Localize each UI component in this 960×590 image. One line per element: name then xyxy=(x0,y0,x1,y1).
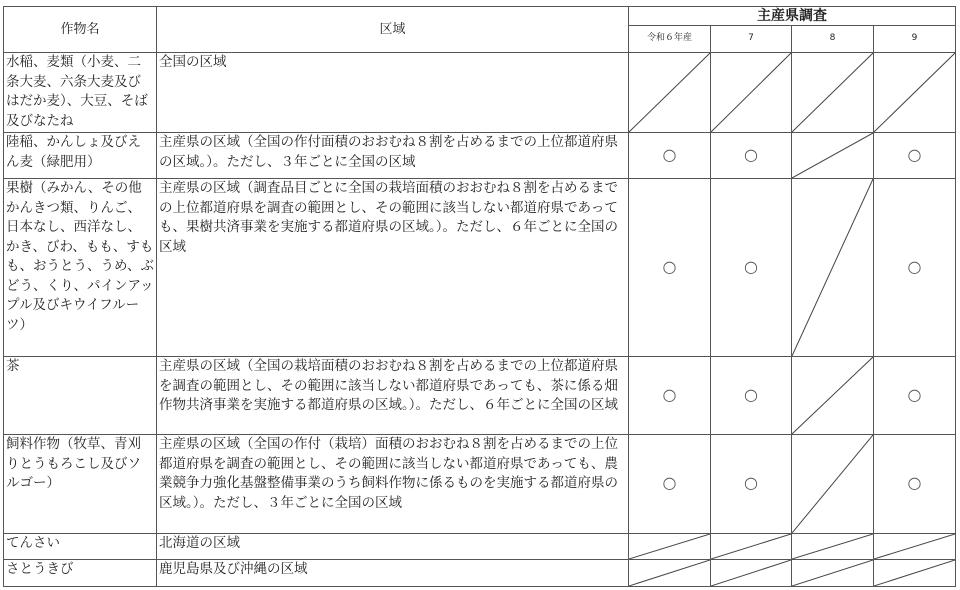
survey-circle-mark xyxy=(711,133,792,179)
diagonal-slash-icon xyxy=(629,53,710,132)
not-applicable-slash xyxy=(874,560,956,587)
crop-name: 飼料作物（牧草、青刈りとうもろこし及びソルゴー） xyxy=(4,435,157,534)
circle-icon: ○ xyxy=(744,384,758,404)
diagonal-slash-icon xyxy=(792,534,873,559)
not-applicable-slash xyxy=(792,534,874,560)
crop-name: 果樹（みかん、その他かんきつ類、りんご、日本なし、西洋なし、かき、びわ、もも、すもも、おうとう、うめ、ぶどう、くり、パインアップル及びキウイフルーツ） xyxy=(4,179,157,357)
diagonal-slash-icon xyxy=(792,560,873,586)
survey-circle-mark xyxy=(874,435,956,534)
diagonal-slash-icon xyxy=(874,534,955,559)
survey-circle-mark xyxy=(711,357,792,435)
table-row xyxy=(4,560,956,587)
not-applicable-slash xyxy=(711,53,792,133)
not-applicable-slash xyxy=(792,435,874,534)
crop-survey-table xyxy=(3,6,956,587)
crop-name: 茶 xyxy=(4,357,157,435)
diagonal-slash-icon xyxy=(792,357,873,434)
header-year-9: 9 xyxy=(874,26,956,53)
not-applicable-slash xyxy=(874,534,956,560)
not-applicable-slash xyxy=(792,133,874,179)
header-year-6: 令和６年産 xyxy=(629,26,711,53)
survey-circle-mark xyxy=(874,133,956,179)
circle-icon: ○ xyxy=(744,256,758,276)
diagonal-slash-icon xyxy=(792,179,873,356)
diagonal-slash-icon xyxy=(711,53,791,132)
crop-name: てんさい xyxy=(4,534,157,560)
diagonal-slash-icon xyxy=(792,133,873,178)
not-applicable-slash xyxy=(792,53,874,133)
diagonal-slash-icon xyxy=(629,560,710,586)
circle-icon: ○ xyxy=(907,473,922,493)
diagonal-slash-icon xyxy=(711,560,791,586)
diagonal-slash-icon xyxy=(629,534,710,559)
diagonal-slash-icon xyxy=(874,560,955,586)
survey-circle-mark xyxy=(711,179,792,357)
diagonal-slash-icon xyxy=(792,435,873,533)
region-text: 主産県の区域（全国の栽培面積のおおむね８割を占めるまでの上位都道府県を調査の範囲とし、その範囲に該当しない都道府県であっても、茶に係る畑作物共済事業を実施する都道府県の区域。）。ただし、６年ごとに全国の区域 xyxy=(157,357,629,435)
header-year-7: 7 xyxy=(711,26,792,53)
circle-icon: ○ xyxy=(744,473,758,493)
circle-icon: ○ xyxy=(662,144,677,164)
header-year-8: 8 xyxy=(792,26,874,53)
crop-name: 陸稲、かんしょ及びえん麦（緑肥用） xyxy=(4,133,157,179)
region-text: 全国の区域 xyxy=(157,53,629,133)
circle-icon: ○ xyxy=(662,256,677,276)
table-row xyxy=(4,53,956,133)
circle-icon: ○ xyxy=(744,144,758,164)
diagonal-slash-icon xyxy=(711,534,791,559)
circle-icon: ○ xyxy=(662,473,677,493)
survey-circle-mark xyxy=(629,357,711,435)
not-applicable-slash xyxy=(874,53,956,133)
not-applicable-slash xyxy=(629,560,711,587)
circle-icon: ○ xyxy=(662,384,677,404)
circle-icon: ○ xyxy=(907,384,922,404)
survey-circle-mark xyxy=(629,179,711,357)
not-applicable-slash xyxy=(711,534,792,560)
header-region: 区域 xyxy=(157,7,629,53)
not-applicable-slash xyxy=(629,53,711,133)
table-row xyxy=(4,534,956,560)
survey-circle-mark xyxy=(874,357,956,435)
table-row xyxy=(4,357,956,435)
diagonal-slash-icon xyxy=(874,53,955,132)
circle-icon: ○ xyxy=(907,144,922,164)
not-applicable-slash xyxy=(792,179,874,357)
not-applicable-slash xyxy=(792,357,874,435)
not-applicable-slash xyxy=(792,560,874,587)
table-row xyxy=(4,133,956,179)
survey-circle-mark xyxy=(711,435,792,534)
table-row xyxy=(4,435,956,534)
circle-icon: ○ xyxy=(907,256,922,276)
diagonal-slash-icon xyxy=(792,53,873,132)
not-applicable-slash xyxy=(629,534,711,560)
header-crop: 作物名 xyxy=(4,7,157,53)
crop-name: 水稲、麦類（小麦、二条大麦、六条大麦及びはだか麦）、大豆、そば及びなたね xyxy=(4,53,157,133)
not-applicable-slash xyxy=(711,560,792,587)
survey-circle-mark xyxy=(629,435,711,534)
header-survey-group: 主産県調査 xyxy=(629,7,956,26)
region-text: 鹿児島県及び沖縄の区域 xyxy=(157,560,629,587)
survey-circle-mark xyxy=(629,133,711,179)
survey-circle-mark xyxy=(874,179,956,357)
region-text: 北海道の区域 xyxy=(157,534,629,560)
region-text: 主産県の区域（調査品目ごとに全国の栽培面積のおおむね８割を占めるまでの上位都道府県を調査の範囲とし、その範囲に該当しない都道府県であっても、果樹共済事業を実施する都道府県の区域。）。ただし、６年ごとに全国の区域 xyxy=(157,179,629,357)
table-row xyxy=(4,179,956,357)
region-text: 主産県の区域（全国の作付面積のおおむね８割を占めるまでの上位都道府県の区域。）。ただし、３年ごとに全国の区域 xyxy=(157,133,629,179)
region-text: 主産県の区域（全国の作付（栽培）面積のおおむね８割を占めるまでの上位都道府県を調査の範囲とし、その範囲に該当しない都道府県であっても、農業競争力強化基盤整備事業のうち飼料作物に係るものを実施する都道府県の区域。）。ただし、３年ごとに全国の区域 xyxy=(157,435,629,534)
crop-name: さとうきび xyxy=(4,560,157,587)
